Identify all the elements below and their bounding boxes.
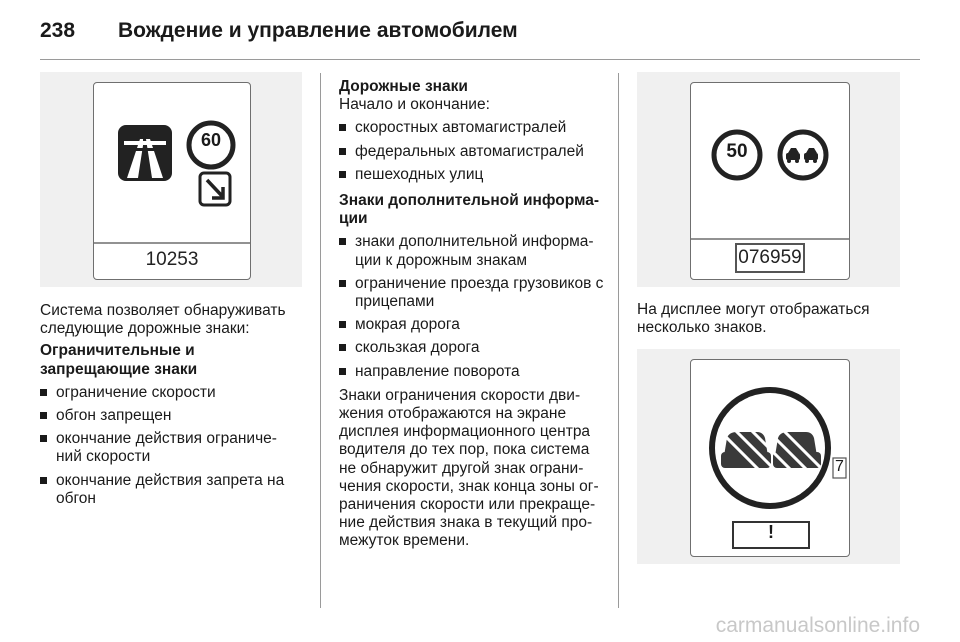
speed-limit-value: 60 bbox=[200, 130, 222, 150]
intro-text: Система позволяет обнаруживать следующие дорожные знаки: bbox=[40, 302, 286, 338]
arrow-down-right-icon bbox=[200, 173, 230, 205]
sign-figure-motorway-speed bbox=[40, 72, 302, 287]
sign-figure-end-no-overtaking bbox=[637, 349, 900, 564]
list-item: пешеходных улиц bbox=[339, 166, 604, 184]
warning-exclamation: ! bbox=[768, 522, 774, 543]
subtitle-start-end: Начало и окончание: bbox=[339, 96, 490, 114]
page-title: Вождение и управление автомобилем bbox=[118, 19, 518, 42]
additional-info-list bbox=[339, 233, 604, 380]
middle-column bbox=[339, 78, 604, 551]
list-item: ограничение скорости bbox=[40, 384, 302, 402]
multiple-signs-text: На дисплее могут отображаться несколько знаков. bbox=[637, 301, 870, 337]
road-signs-list bbox=[339, 119, 604, 184]
column-divider-left bbox=[320, 73, 321, 608]
display-sign-frame bbox=[690, 359, 850, 557]
sign-figure-speed-overtaking bbox=[637, 72, 900, 287]
page-header bbox=[40, 14, 518, 48]
section-heading-road-signs: Дорожные знаки bbox=[339, 78, 468, 95]
list-item: окончание действия запрета на обгон bbox=[40, 472, 302, 508]
list-item: федеральных автомагистралей bbox=[339, 143, 604, 161]
end-of-no-overtaking-icon bbox=[703, 382, 849, 528]
list-item: окончание действия ограниче-ний скорости bbox=[40, 430, 302, 466]
display-sign-frame bbox=[690, 82, 850, 280]
section-heading-additional-info: Знаки дополнительной информа-ции bbox=[339, 192, 600, 228]
figure-code: 10253 bbox=[145, 249, 199, 270]
list-item: направление поворота bbox=[339, 363, 604, 381]
column-divider-right bbox=[618, 73, 619, 608]
list-item: знаки дополнительной информа-ции к дорожным знакам bbox=[339, 233, 604, 269]
no-overtaking-sign-icon bbox=[780, 132, 826, 178]
watermark: carmanualsonline.info bbox=[715, 614, 920, 637]
list-item: скоростных автомагистралей bbox=[339, 119, 604, 137]
right-column bbox=[637, 72, 900, 564]
list-item: обгон запрещен bbox=[40, 407, 302, 425]
figure-code: 076959 bbox=[735, 243, 805, 273]
header-divider bbox=[40, 59, 920, 60]
list-item: скользкая дорога bbox=[339, 339, 604, 357]
list-item: ограничение проезда грузовиков с прицепами bbox=[339, 275, 604, 311]
speed-sign-paragraph: Знаки ограничения скорости дви-жения отображаются на экране дисплея информационного центра водителя до тех пор, пока система не обнаружит другой знак ограни-чения скорости, знак конца зоны ог-раничения скорости или прекраще-ние действия знака в текущий про-межуток времени. bbox=[339, 386, 599, 550]
motorway-icon bbox=[118, 125, 172, 181]
section-heading-restrictive: Ограничительные и запрещающие знаки bbox=[40, 342, 198, 378]
speed-limit-value: 50 bbox=[726, 141, 748, 162]
page-number: 238 bbox=[40, 19, 76, 42]
list-item: мокрая дорога bbox=[339, 316, 604, 334]
small-number: 7 bbox=[835, 458, 844, 476]
restrictive-signs-list bbox=[40, 384, 302, 508]
left-column bbox=[40, 72, 302, 508]
display-sign-frame bbox=[93, 82, 251, 280]
